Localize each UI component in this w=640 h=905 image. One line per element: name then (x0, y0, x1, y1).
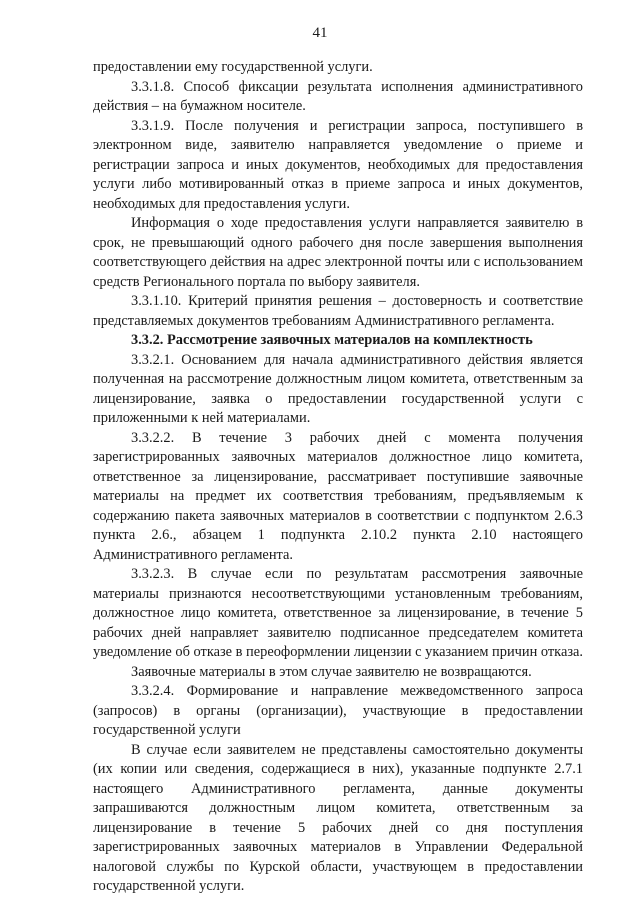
paragraph: предоставлении ему государственной услуги. (93, 59, 373, 75)
paragraph: 3.3.2.2. В течение 3 рабочих дней с момента получения зарегистрированных заявочных материалов должностное лицо комитета, ответственное за лицензирование, рассматривает поступившие заявочные материалы на предмет их соответствия требованиям, предъявляемым к содержанию пакета заявочных материалов в соответствии с подпунктом 2.6.3 пункта 2.6., абзацем 1 подпункта 2.10.2 пункта 2.10 настоящего Административного регламента. (93, 429, 583, 563)
paragraph: 3.3.2.1. Основанием для начала административного действия является полученная на рассмотрение должностным лицом комитета, ответственным за лицензирование, заявка о предоставлении государственной услуги с приложенными к ней материалами. (93, 351, 583, 426)
paragraph: Заявочные материалы в этом случае заявителю не возвращаются. (131, 663, 532, 680)
document-body (93, 58, 583, 897)
paragraph: 3.3.1.10. Критерий принятия решения – достоверность и соответствие представляемых документов требованиям Административного регламента. (93, 293, 583, 329)
paragraph: Информация о ходе предоставления услуги направляется заявителю в срок, не превышающий одного рабочего дня после завершения выполнения соответствующего действия на адрес электронной почты или с использованием средств Регионального портала по выбору заявителя. (93, 215, 583, 290)
paragraph: 3.3.2.4. Формирование и направление межведомственного запроса (запросов) в органы (организации), участвующие в предоставлении государственной услуги (93, 683, 583, 738)
section-heading: 3.3.2. Рассмотрение заявочных материалов на комплектность (131, 332, 533, 348)
paragraph: 3.3.2.3. В случае если по результатам рассмотрения заявочные материалы признаются несоответствующими установленным требованиям, должностное лицо комитета, ответственное за лицензирование, в течение 5 рабочих дней направляет заявителю подписанное председателем комитета уведомление об отказе в переоформлении лицензии с указанием причин отказа. (93, 566, 584, 660)
paragraph: 3.3.1.9. После получения и регистрации запроса, поступившего в электронном виде, заявителю направляется уведомление о приеме и регистрации запроса и иных документов, необходимых для предоставления услуги либо мотивированный отказ в приеме запроса и иных документов, необходимых для предоставления услуги. (93, 117, 583, 212)
paragraph: В случае если заявителем не представлены самостоятельно документы (их копии или сведения, содержащиеся в них), указанные подпункте 2.7.1 настоящего Административного регламента, данные документы запрашиваются должностным лицом комитета, ответственным за лицензирование в течение 5 рабочих дней со дня поступления зарегистрированных заявочных материалов в Управлении Федеральной налоговой службы по Курской области, участвующем в предоставлении государственной услуги. (93, 741, 583, 894)
page-number: 41 (312, 25, 328, 41)
paragraph: 3.3.1.8. Способ фиксации результата исполнения административного действия – на бумажном носителе. (93, 78, 583, 114)
